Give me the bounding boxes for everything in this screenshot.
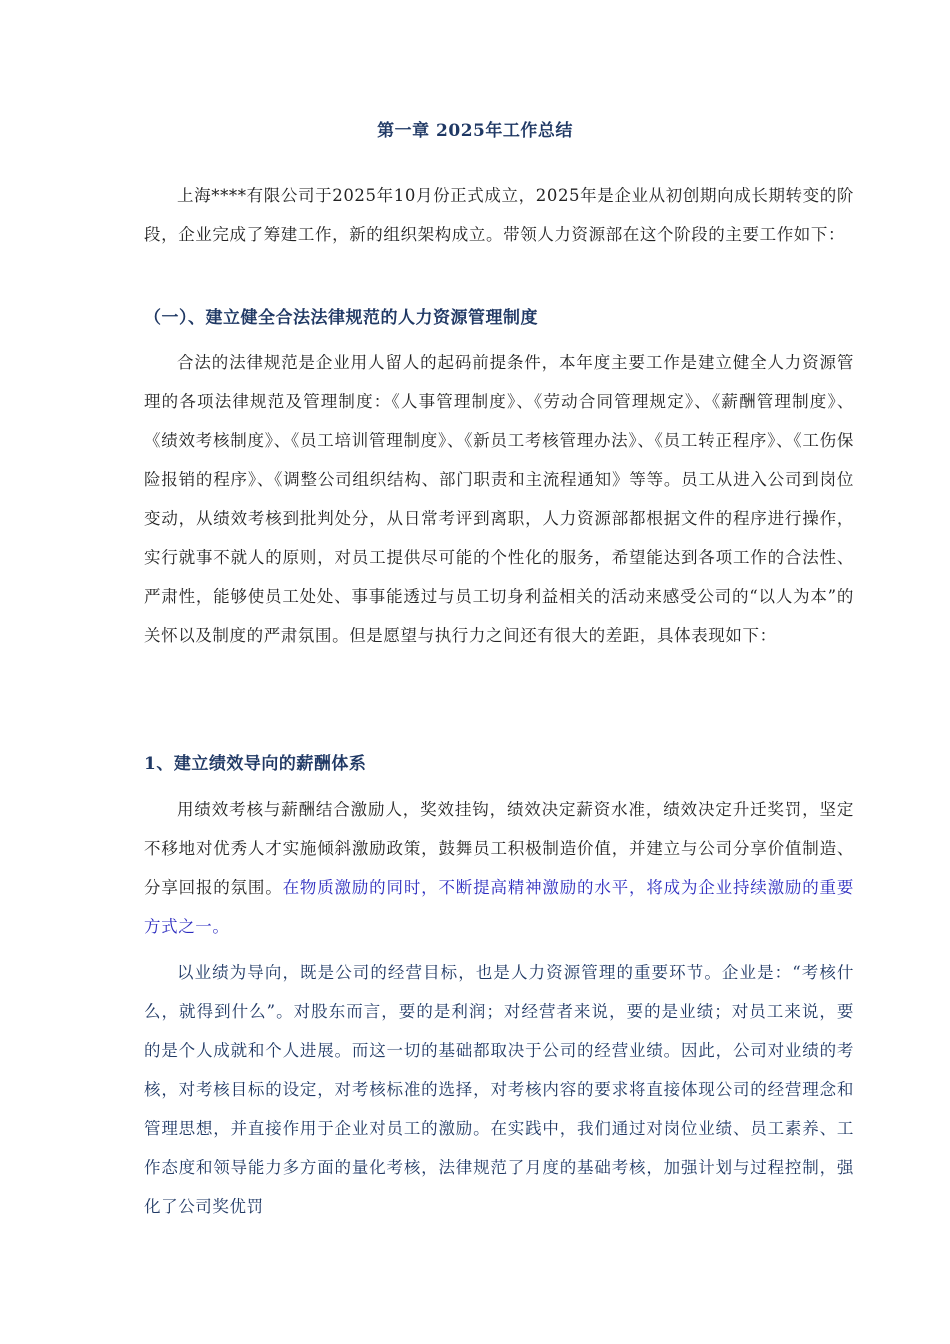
subsection-heading: 1、建立绩效导向的薪酬体系 — [144, 754, 367, 774]
section-body-paragraph: 合法的法律规范是企业用人留人的起码前提条件，本年度主要工作是建立健全人力资源管理的各项法律规范及管理制度：《人事管理制度》、《劳动合同管理规定》、《薪酬管理制度》、《绩效考核制度》、《员工培训管理制度》、《新员工考核管理办法》、《员工转正程序》、《工伤保险报销的程序》、《调整公司组织结构、部门职责和主流程通知》等等。员工从进入公司到岗位变动，从绩效考核到批判处分，从日常考评到离职，人力资源部都根据文件的程序进行操作，实行就事不就人的原则，对员工提供尽可能的个性化的服务，希望能达到各项工作的合法性、严肃性，能够使员工处处、事事能透过与员工切身利益相关的活动来感受公司的“以人为本”的关怀以及制度的严肃氛围。但是愿望与执行力之间还有很大的差距，具体表现如下： — [144, 353, 854, 645]
section-heading: （一）、建立健全合法法律规范的人力资源管理制度 — [144, 308, 538, 328]
subsection-paragraph-1 — [144, 790, 854, 946]
paragraph-text: 用绩效考核与薪酬结合激励人，奖效挂钩，绩效决定薪资水准，绩效决定升迁奖罚，坚定不移地对优秀人才实施倾斜激励政策，鼓舞员工积极制造价值，并建立与公司分享价值制造、分享回报的氛围。 — [144, 800, 854, 897]
intro-paragraph: 上海****有限公司于2025年10月份正式成立，2025年是企业从初创期向成长期转变的阶段，企业完成了筹建工作，新的组织架构成立。带领人力资源部在这个阶段的主要工作如下： — [144, 186, 854, 244]
subsection-paragraph-2: 以业绩为导向，既是公司的经营目标，也是人力资源管理的重要环节。企业是：“考核什么，就得到什么”。对股东而言，要的是利润；对经营者来说，要的是业绩；对员工来说，要的是个人成就和个人进展。而这一切的基础都取决于公司的经营业绩。因此，公司对业绩的考核，对考核目标的设定，对考核标准的选择，对考核内容的要求将直接体现公司的经营理念和管理思想，并直接作用于企业对员工的激励。在实践中，我们通过对岗位业绩、员工素养、工作态度和领导能力多方面的量化考核，法律规范了月度的基础考核，加强计划与过程控制，强化了公司奖优罚 — [144, 963, 854, 1216]
highlighted-text: 在物质激励的同时，不断提高精神激励的水平，将成为企业持续激励的重要方式之一。 — [144, 878, 854, 936]
chapter-title: 第一章 2025年工作总结 — [377, 121, 573, 141]
